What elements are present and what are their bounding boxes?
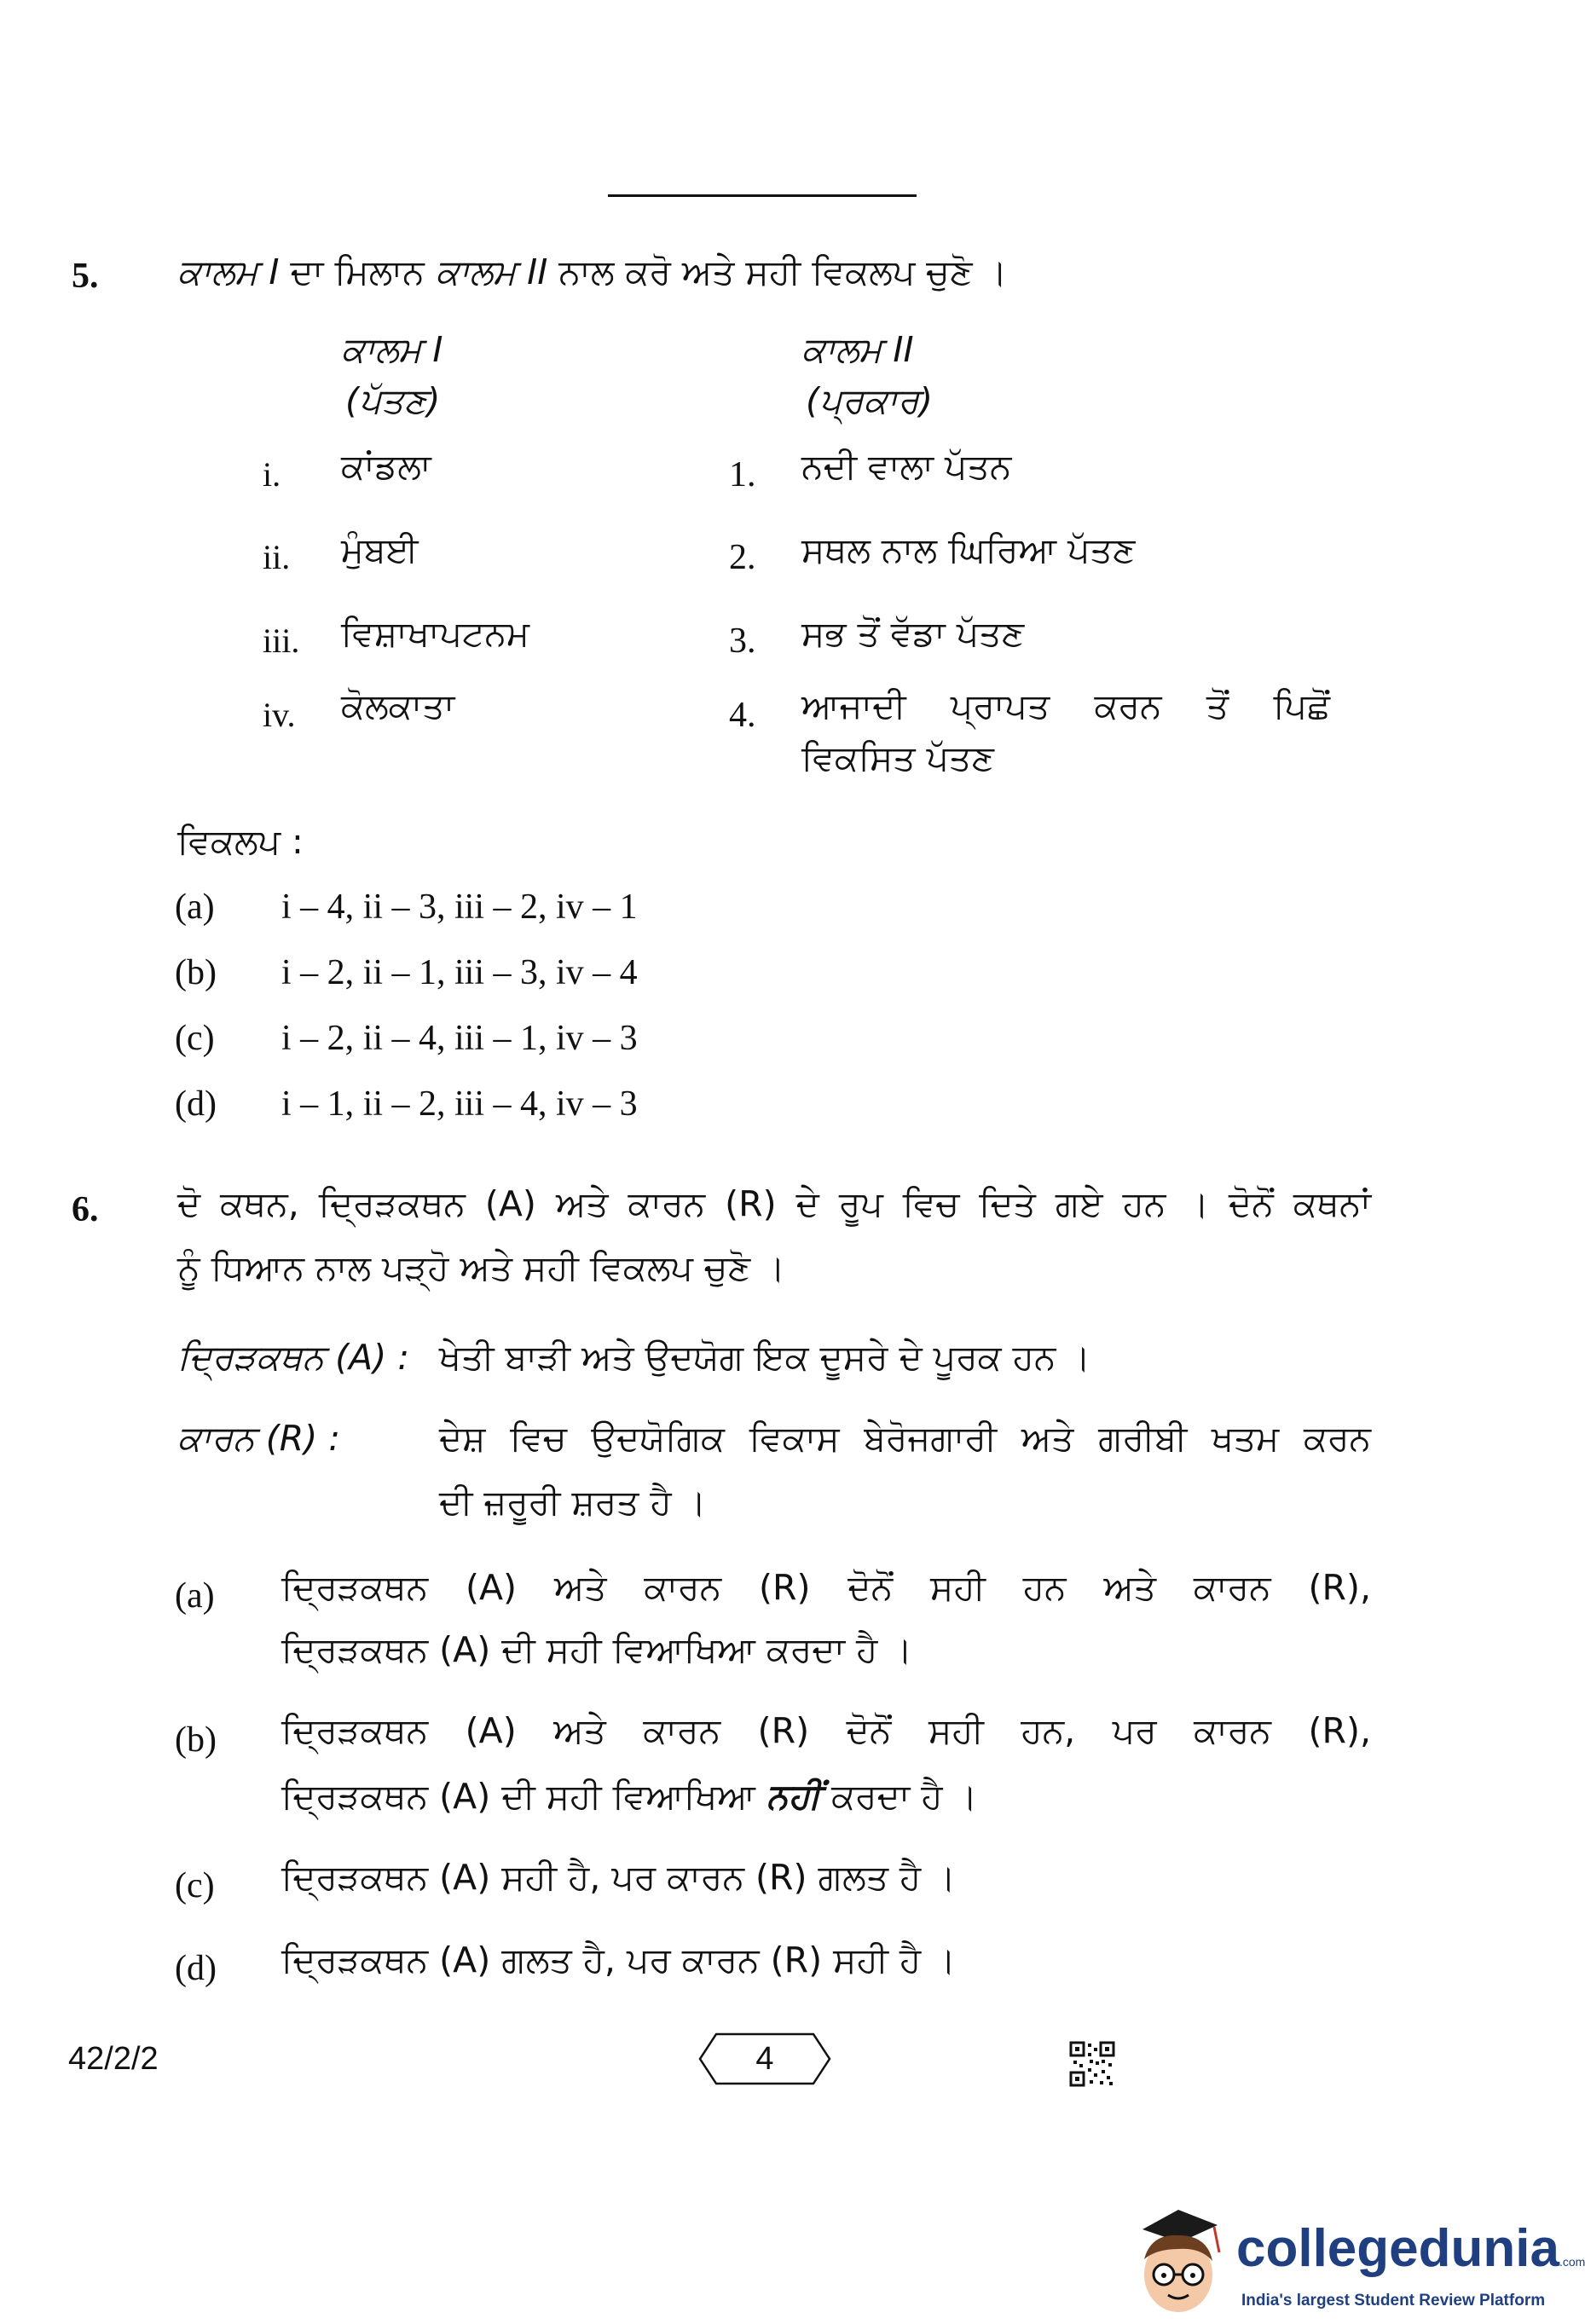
top-rule [608, 194, 917, 197]
assertion-label: ਦ੍ਰਿੜਕਥਨ (A) : [177, 1337, 410, 1378]
q6-number: 6. [72, 1190, 99, 1229]
q6-option-b-pre: ਦ੍ਰਿੜਕਥਨ (A) ਦੀ ਸਹੀ ਵਿਆਖਿਆ [281, 1776, 766, 1817]
watermark-brand-domain: .com [1559, 2255, 1585, 2269]
q5-stem [177, 249, 1007, 296]
col1-label: iv. [263, 696, 296, 734]
col1-label: iii. [263, 621, 300, 660]
q5-option-text: i – 2, ii – 1, iii – 3, iv – 4 [281, 953, 638, 992]
col1-subheading: (ਪੱਤਣ) [345, 380, 441, 421]
q5-option-label: (a) [175, 887, 215, 927]
col2-heading: ਕਾਲਮ II [801, 329, 914, 370]
col2-item: ਸਭ ਤੋਂ ਵੱਡਾ ਪੱਤਣ [801, 613, 1025, 654]
reason-text-line2: ਦੀ ਜ਼ਰੂਰੀ ਸ਼ਰਤ ਹੈ । [439, 1482, 707, 1523]
page-number: 4 [755, 2041, 774, 2077]
q5-option-label: (d) [175, 1084, 217, 1124]
col2-label: 2. [729, 538, 756, 577]
q5-option-label: (c) [175, 1019, 215, 1058]
q5-stem-mid: ਦਾ ਮਿਲਾਨ [279, 251, 436, 292]
col2-item: ਨਦੀ ਵਾਲਾ ਪੱਤਨ [801, 446, 1012, 487]
q5-option-label: (b) [175, 953, 217, 992]
reason-label: ਕਾਰਨ (R) : [177, 1418, 341, 1459]
q5-options-heading: ਵਿਕਲਪ : [177, 821, 304, 862]
col1-item: ਕੋਲਕਾਤਾ [341, 685, 455, 726]
q6-option-label: (d) [175, 1949, 217, 1988]
col2-subheading: (ਪ੍ਰਕਾਰ) [806, 380, 933, 421]
reason-text-line1: ਦੇਸ਼ ਵਿਚ ਉਦਯੋਗਿਕ ਵਿਕਾਸ ਬੇਰੋਜਗਾਰੀ ਅਤੇ ਗਰੀਬੀ ਖਤਮ ਕਰਨ [439, 1418, 1371, 1459]
q6-option-label: (a) [175, 1576, 215, 1616]
watermark-brand-name: collegedunia [1236, 2219, 1559, 2278]
q5-number: 5. [72, 257, 99, 296]
col1-heading: ਕਾਲਮ I [341, 329, 443, 370]
q5-option-text: i – 4, ii – 3, iii – 2, iv – 1 [281, 887, 638, 927]
q6-option-text: ਦ੍ਰਿੜਕਥਨ (A) ਸਹੀ ਹੈ, ਪਰ ਕਾਰਨ (R) ਗਲਤ ਹੈ । [281, 1857, 956, 1898]
q6-option-b-post: ਕਰਦਾ ਹੈ । [820, 1776, 978, 1817]
q6-option-text: ਦ੍ਰਿੜਕਥਨ (A) ਗਲਤ ਹੈ, ਪਰ ਕਾਰਨ (R) ਸਹੀ ਹੈ । [281, 1940, 956, 1980]
q6-option-label: (c) [175, 1866, 215, 1905]
col1-item: ਵਿਸ਼ਾਖਾਪਟਨਮ [341, 613, 529, 654]
q5-stem-end: ਨਾਲ ਕਰੋ ਅਤੇ ਸਹੀ ਵਿਕਲਪ ਚੁਣੋ । [547, 251, 1008, 292]
q5-stem-col2: ਕਾਲਮ II [435, 251, 548, 292]
qr-code-icon [1069, 2041, 1115, 2087]
col1-label: ii. [263, 538, 291, 576]
q6-option-b-emphasis: ਨਹੀਂ [766, 1776, 821, 1817]
col2-label: 4. [729, 696, 756, 735]
q6-stem-line2: ਨੂੰ ਧਿਆਨ ਨਾਲ ਪੜ੍ਹੋ ਅਤੇ ਸਹੀ ਵਿਕਲਪ ਚੁਣੋ । [177, 1247, 785, 1288]
q6-option-label: (b) [175, 1720, 217, 1760]
col2-item: ਆਜਾਦੀ ਪ੍ਰਾਪਤ ਕਰਨ ਤੋਂ ਪਿਛੋਂ [801, 685, 1330, 726]
paper-code: 42/2/2 [68, 2041, 159, 2077]
watermark-tagline: India's largest Student Review Platform [1241, 2292, 1546, 2310]
col2-label: 3. [729, 621, 756, 661]
q6-option-text-continued: ਦ੍ਰਿੜਕਥਨ (A) ਦੀ ਸਹੀ ਵਿਆਖਿਆ ਕਰਦਾ ਹੈ । [281, 1629, 913, 1670]
watermark-brand [1236, 2218, 1585, 2279]
col1-item: ਮੁੰਬਈ [341, 529, 419, 570]
col2-item: ਸਥਲ ਨਾਲ ਘਿਰਿਆ ਪੱਤਣ [801, 529, 1136, 570]
q6-option-text-continued [281, 1773, 977, 1820]
q5-option-text: i – 1, ii – 2, iii – 4, iv – 3 [281, 1084, 638, 1124]
q6-option-text: ਦ੍ਰਿੜਕਥਨ (A) ਅਤੇ ਕਾਰਨ (R) ਦੋਨੋਂ ਸਹੀ ਹਨ ਅਤੇ ਕਾਰਨ (R), [281, 1567, 1371, 1608]
col1-label: i. [263, 455, 281, 494]
q5-option-text: i – 2, ii – 4, iii – 1, iv – 3 [281, 1019, 638, 1058]
collegedunia-mascot-icon [1125, 2200, 1232, 2319]
q6-stem-line1: ਦੋ ਕਥਨ, ਦ੍ਰਿੜਕਥਨ (A) ਅਤੇ ਕਾਰਨ (R) ਦੇ ਰੂਪ ਵਿਚ ਦਿਤੇ ਗਏ ਹਨ । ਦੋਨੋਂ ਕਥਨਾਂ [177, 1183, 1371, 1224]
assertion-text: ਖੇਤੀ ਬਾੜੀ ਅਤੇ ਉਦਯੋਗ ਇਕ ਦੂਸਰੇ ਦੇ ਪੂਰਕ ਹਨ । [439, 1337, 1091, 1378]
col2-label: 1. [729, 455, 756, 494]
col1-item: ਕਾਂਡਲਾ [341, 446, 431, 487]
col2-item-continued: ਵਿਕਸਿਤ ਪੱਤਣ [801, 737, 994, 778]
q5-stem-col1: ਕਾਲਮ I [177, 251, 280, 292]
page-number-badge [697, 2032, 832, 2085]
q6-option-text: ਦ੍ਰਿੜਕਥਨ (A) ਅਤੇ ਕਾਰਨ (R) ਦੋਨੋਂ ਸਹੀ ਹਨ, ਪਰ ਕਾਰਨ (R), [281, 1710, 1371, 1751]
